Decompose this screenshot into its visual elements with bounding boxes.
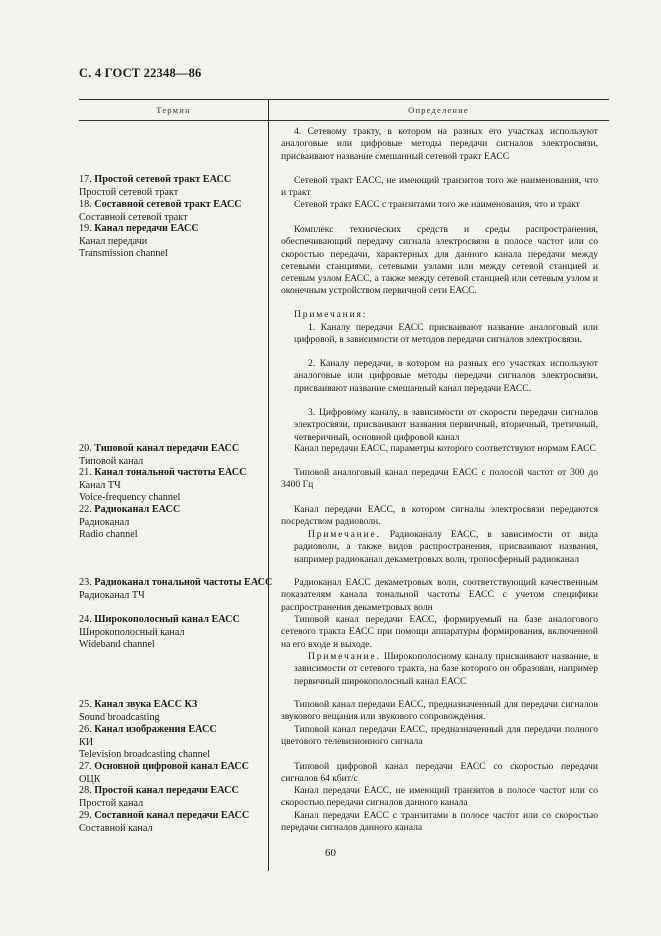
term-synonym: Радиоканал ТЧ <box>79 589 145 601</box>
term-name: Широкополосный канал ЕАСС <box>94 614 240 625</box>
term-entry-29 <box>79 810 265 835</box>
term-entry-19 <box>79 223 265 261</box>
term-number: 21. <box>79 467 92 478</box>
term-number: 27. <box>79 761 92 772</box>
term-number: 18. <box>79 199 92 210</box>
term-name: Основной цифровой канал ЕАСС <box>94 761 250 772</box>
term-english: Wideband channel <box>79 639 155 650</box>
term-name: Простой канал передачи ЕАСС <box>94 785 239 796</box>
definition-text: Канал передачи ЕАСС, не имеющий транзитов в полосе частот или со скоростью передачи сигналов данного канала <box>281 785 598 809</box>
term-synonym: Канал ТЧ <box>79 479 121 491</box>
term-entry-18 <box>79 199 265 224</box>
note-text: Радиоканалу ЕАСС, в зависимости от вида радиоволн, а также видов распространения, присваивают названия, например радиоканал декаметровых волн, тропосферный радиоканал <box>294 529 598 565</box>
term-number: 19. <box>79 223 92 234</box>
table-header-rule <box>79 120 609 121</box>
term-entry-26 <box>79 724 265 762</box>
note-item <box>294 529 598 566</box>
note-item: 2. Каналу передачи, в котором на разных его участках используют аналоговые или цифровые методы передачи сигналов электросвязи, присваивают название смешанный канал передачи ЕАСС. <box>294 358 598 394</box>
term-entry-24 <box>79 614 265 652</box>
definition-text: Сетевой тракт ЕАСС, не имеющий транзитов того же наименования, что и тракт <box>281 175 598 199</box>
term-name: Канал изображения ЕАСС <box>94 724 217 735</box>
definition-text: Радиоканал ЕАСС декаметровых волн, соответствующий качественным показателям канала тональной частоты ЕАСС с учетом специфики распространения декаметровых волн <box>281 577 598 613</box>
note-label: Примечание. <box>308 651 381 662</box>
column-header-definition: Определение <box>408 105 469 115</box>
term-synonym: Составной канал <box>79 822 153 834</box>
notes-heading: Примечания: <box>294 309 368 320</box>
definition-text: Канал передачи ЕАСС, параметры которого соответствуют нормам ЕАСС <box>294 443 596 454</box>
term-abbreviation: КИ <box>79 736 94 748</box>
term-number: 28. <box>79 785 92 796</box>
term-entry-28 <box>79 785 265 810</box>
note-item: 3. Цифровому каналу, в зависимости от скорости передачи сигналов электросвязи, присваивают названия первичный, вторичный, третичный, четверичный, основной цифровой канал <box>294 407 598 443</box>
term-entry-23 <box>79 577 273 602</box>
term-entry-20 <box>79 443 265 468</box>
term-english: Sound broadcasting <box>79 711 160 723</box>
note-item <box>294 651 598 688</box>
definition-text: Канал передачи ЕАСС, в котором сигналы электросвязи передаются посредством радиоволн. <box>281 504 598 528</box>
term-name: Радиоканал ЕАСС <box>94 504 181 515</box>
term-number: 29. <box>79 810 92 821</box>
column-divider <box>268 99 269 871</box>
term-entry-21 <box>79 467 265 505</box>
definition-text: Типовой аналоговый канал передачи ЕАСС с полосой частот от 300 до 3400 Гц <box>281 467 598 491</box>
page-number: 60 <box>325 847 336 859</box>
definition-text: Типовой канал передачи ЕАСС, формируемый на базе аналогового сетевого тракта ЕАСС при помощи аппаратуры формирования, включенной на его входе и выходе. <box>281 614 598 650</box>
term-name: Канал передачи ЕАСС <box>94 223 199 234</box>
term-english: Radio channel <box>79 529 138 540</box>
note-item: 1. Каналу передачи ЕАСС присваивают название аналоговый или цифровой, в зависимости от методов передачи сигналов электросвязи. <box>294 322 598 346</box>
term-english: Voice-frequency channel <box>79 492 181 503</box>
term-number: 26. <box>79 724 92 735</box>
definition-text: Комплекс технических средств и среды распространения, обеспечивающий передачу сигнала электросвязи в полосе частот или со скоростью передачи, характерных для данного канала передачи между сетевыми станциями, сетевыми узлами или между сетевой станцией и сетевым узлом ЕАСС, а также между сетевой станцией или сетевым узлом и оконечным устройством первичной сети ЕАСС. <box>281 224 598 297</box>
term-entry-22 <box>79 504 265 542</box>
term-number: 24. <box>79 614 92 625</box>
term-name: Составной сетевой тракт ЕАСС <box>94 199 242 210</box>
term-synonym: Канал передачи <box>79 235 148 247</box>
term-number: 17. <box>79 174 92 185</box>
term-number: 22. <box>79 504 92 515</box>
term-entry-17 <box>79 174 265 199</box>
term-name: Составной канал передачи ЕАСС <box>94 810 250 821</box>
definition-text: Типовой цифровой канал передачи ЕАСС со скоростью передачи сигналов 64 кбит/с <box>281 761 598 785</box>
term-synonym: Широкополосный канал <box>79 626 185 638</box>
term-abbreviation: ОЦК <box>79 773 101 785</box>
column-header-terms: Термин <box>156 105 191 115</box>
term-name: Простой сетевой тракт ЕАСС <box>94 174 232 185</box>
term-number: 20. <box>79 443 92 454</box>
term-entry-27 <box>79 761 265 786</box>
term-number: 23. <box>79 577 92 588</box>
page-header: С. 4 ГОСТ 22348—86 <box>79 66 202 80</box>
term-synonym: Составной сетевой тракт <box>79 211 188 223</box>
note-text: Широкополосному каналу присваивают название, в зависимости от сетевого тракта, на базе которого он образован, например первичный широкополосный канал ЕАСС <box>294 651 598 687</box>
term-entry-25 <box>79 699 265 724</box>
definition-text: Канал передачи ЕАСС с транзитами в полосе частот или со скоростью передачи сигналов данного канала <box>281 810 598 834</box>
table-top-rule <box>79 99 609 100</box>
definition-text: 4. Сетевому тракту, в котором на разных его участках используют аналоговые или цифровые методы передачи сигналов электросвязи, присваивают название смешанный сетевой тракт ЕАСС <box>281 126 598 162</box>
definition-text: Типовой канал передачи ЕАСС, предназначенный для передачи полного цветового телевизионного сигнала <box>281 724 598 748</box>
term-english: Television broadcasting channel <box>79 749 211 760</box>
term-name: Типовой канал передачи ЕАСС <box>94 443 240 454</box>
term-name: Канал тональной частоты ЕАСС <box>94 467 247 478</box>
note-label: Примечание. <box>308 529 381 540</box>
term-synonym: Радиоканал <box>79 516 130 528</box>
term-synonym: Простой сетевой тракт <box>79 186 179 198</box>
term-name: Радиоканал тональной частоты ЕАСС <box>94 577 273 588</box>
term-number: 25. <box>79 699 92 710</box>
definition-text: Сетевой тракт ЕАСС с транзитами того же наименования, что и тракт <box>294 199 580 210</box>
term-english: Transmission channel <box>79 248 168 259</box>
term-synonym: Типовой канал <box>79 455 144 467</box>
term-name: Канал звука ЕАСС КЗ <box>94 699 198 710</box>
term-synonym: Простой канал <box>79 797 144 809</box>
definition-text: Типовой канал передачи ЕАСС, предназначенный для передачи сигналов звукового вещания или звукового сопровождения. <box>281 699 598 723</box>
